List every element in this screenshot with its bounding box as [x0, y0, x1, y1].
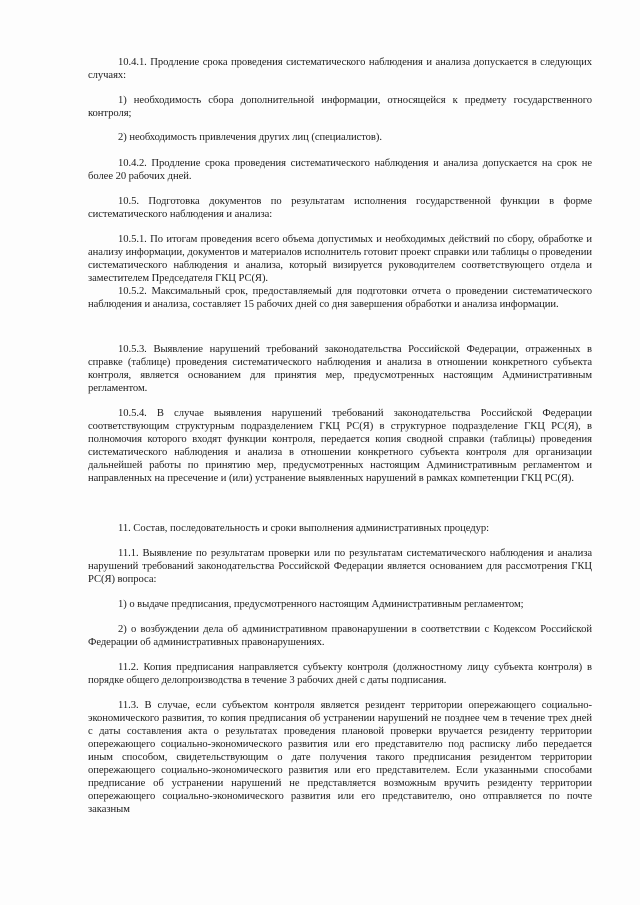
paragraph-11-2: 11.2. Копия предписания направляется субъекту контроля (должностному лицу субъекта контроля) в порядке общего делопроизводства в течение 3 рабочих дней с даты подписания.	[88, 662, 592, 686]
paragraph-item-2: 2) необходимость привлечения других лиц (специалистов).	[118, 132, 382, 143]
paragraph-10-5-3: 10.5.3. Выявление нарушений требований законодательства Российской Федерации, отраженных в справке (таблице) проведения систематического наблюдения и анализа в отношении конкретного субъекта контроля, является основанием для принятия мер, предусмотренных настоящим Административным регламентом.	[88, 344, 592, 394]
paragraph-11-1: 11.1. Выявление по результатам проверки или по результатам систематического наблюдения и анализа нарушений требований законодательства Российской Федерации является основанием для рассмотрения ГКЦ РС(Я) вопроса:	[88, 548, 592, 585]
paragraph-10-5-1: 10.5.1. По итогам проведения всего объема допустимых и необходимых действий по сбору, обработке и анализу информации, документов и материалов исполнитель готовит проект справки или таблицы о проведении систематического наблюдения и анализа, который визируется руководителем соответствующего отдела и заместителем Председателя ГКЦ РС(Я).	[88, 234, 592, 284]
paragraph-11-1-item-2: 2) о возбуждении дела об административном правонарушении в соответствии с Кодексом Российской Федерации об административных правонарушениях.	[88, 624, 592, 648]
paragraph-11-1-item-1: 1) о выдаче предписания, предусмотренного настоящим Административным регламентом;	[118, 599, 524, 610]
paragraph-10-4-1: 10.4.1. Продление срока проведения систематического наблюдения и анализа допускается в следующих случаях:	[88, 57, 592, 81]
paragraph-item-1: 1) необходимость сбора дополнительной информации, относящейся к предмету государственного контроля;	[88, 95, 592, 119]
paragraph-10-5-2: 10.5.2. Максимальный срок, предоставляемый для подготовки отчета о проведении систематического наблюдения и анализа, составляет 15 рабочих дней со дня завершения обработки и анализа информации.	[88, 286, 592, 310]
paragraph-10-5-4: 10.5.4. В случае выявления нарушений требований законодательства Российской Федерации соответствующим структурным подразделением ГКЦ РС(Я) в структурное подразделение ГКЦ РС(Я), в полномочия которого входят функции контроля, передается копия сводной справки (таблицы) проведения систематического наблюдения и анализа в отношении конкретного субъекта контроля для организации дальнейшей работы по принятию мер, предусмотренных настоящим Административным регламентом и направленных на пресечение и (или) устранение выявленных нарушений в рамках компетенции ГКЦ РС(Я).	[88, 408, 592, 484]
paragraph-11: 11. Состав, последовательность и сроки выполнения административных процедур:	[118, 523, 490, 534]
paragraph-10-4-2: 10.4.2. Продление срока проведения систематического наблюдения и анализа допускается на срок не более 20 рабочих дней.	[88, 158, 592, 182]
paragraph-11-3: 11.3. В случае, если субъектом контроля является резидент территории опережающего социально-экономического развития, то копия предписания об устранении нарушений не позднее чем в течение трех дней с даты составления акта о результатах проведения плановой проверки вручается резиденту территории опережающего социально-экономического развития или его представителю под расписку либо передается иным способом, свидетельствующим о дате получения такого предписания резидентом территории опережающего социально-экономического развития или его представителем. Если указанными способами предписание об устранении нарушений не представляется возможным вручить резиденту территории опережающего социально-экономического развития или его представителю, оно отправляется по почте заказным	[88, 700, 592, 815]
paragraph-10-5: 10.5. Подготовка документов по результатам исполнения государственной функции в форме систематического наблюдения и анализа:	[88, 196, 592, 220]
